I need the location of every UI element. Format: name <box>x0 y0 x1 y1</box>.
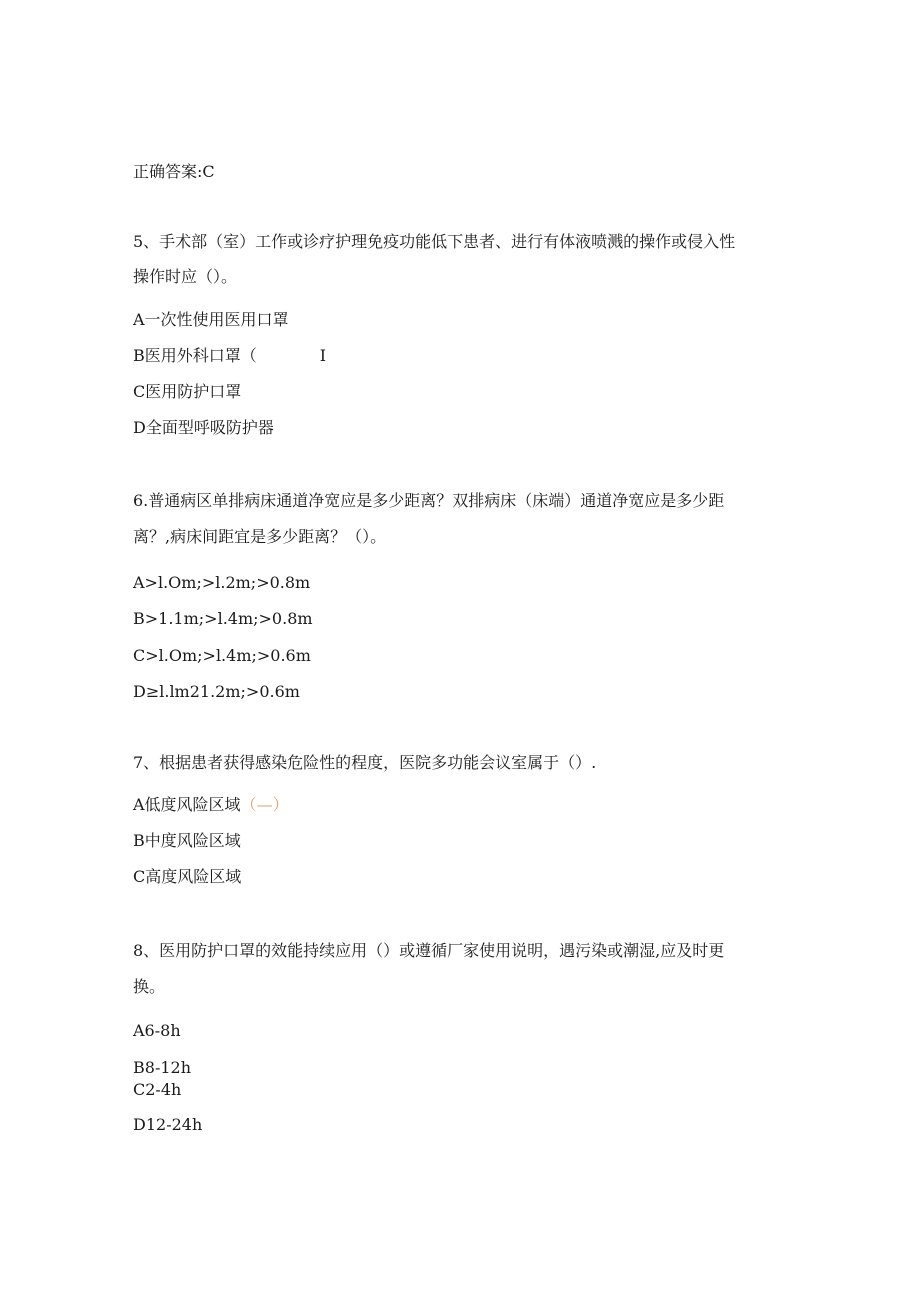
question-5-option-a: A一次性使用医用口罩 <box>133 310 289 329</box>
question-6-stem-line-2: 离？,病床间距宜是多少距离？（）。 <box>133 527 387 546</box>
question-8-option-d: D12-24h <box>133 1115 203 1134</box>
question-6-option-d: D≥l.lm21.2m;>0.6m <box>133 682 300 701</box>
question-8-stem-line-1: 8、医用防护口罩的效能持续应用（）或遵循厂家使用说明，遇污染或潮湿,应及时更 <box>133 941 725 960</box>
question-7-stem-line-1: 7、根据患者获得感染危险性的程度，医院多功能会议室属于（）. <box>133 753 597 772</box>
question-8-option-c: C2-4h <box>133 1080 182 1099</box>
question-5-option-b-text: B医用外科口罩（ <box>133 346 257 365</box>
question-7-option-a <box>133 795 289 815</box>
question-5-option-c: C医用防护口罩 <box>133 382 242 401</box>
question-7-option-a-text: A低度风险区域 <box>133 795 241 814</box>
question-6-option-b: B>1.1m;>l.4m;>0.8m <box>133 609 313 628</box>
question-5-stem-line-1: 5、手术部（室）工作或诊疗护理免疫功能低下患者、进行有体液喷溅的操作或侵入性 <box>133 232 736 251</box>
question-8-stem-line-2: 换。 <box>133 977 166 996</box>
question-5-option-b-mark: I <box>319 346 327 365</box>
question-5-stem-line-2: 操作时应（）。 <box>133 267 238 286</box>
question-7-option-c: C高度风险区域 <box>133 867 242 886</box>
question-8-option-b: B8-12h <box>133 1058 192 1077</box>
question-5-option-d: D全面型呼吸防护器 <box>133 418 274 437</box>
question-6-option-a: A>l.Om;>l.2m;>0.8m <box>133 573 311 592</box>
question-8-option-a: A6-8h <box>133 1021 181 1040</box>
previous-correct-answer: 正确答案:C <box>133 162 215 181</box>
question-6-stem-line-1: 6.普通病区单排病床通道净宽应是多少距离？双排病床（床端）通道净宽应是多少距 <box>133 491 725 510</box>
question-5-option-b <box>133 346 326 366</box>
question-6-option-c: C>l.Om;>l.4m;>0.6m <box>133 646 311 665</box>
question-7-option-b: B中度风险区域 <box>133 831 241 850</box>
question-7-option-a-mark: （—） <box>240 795 289 814</box>
